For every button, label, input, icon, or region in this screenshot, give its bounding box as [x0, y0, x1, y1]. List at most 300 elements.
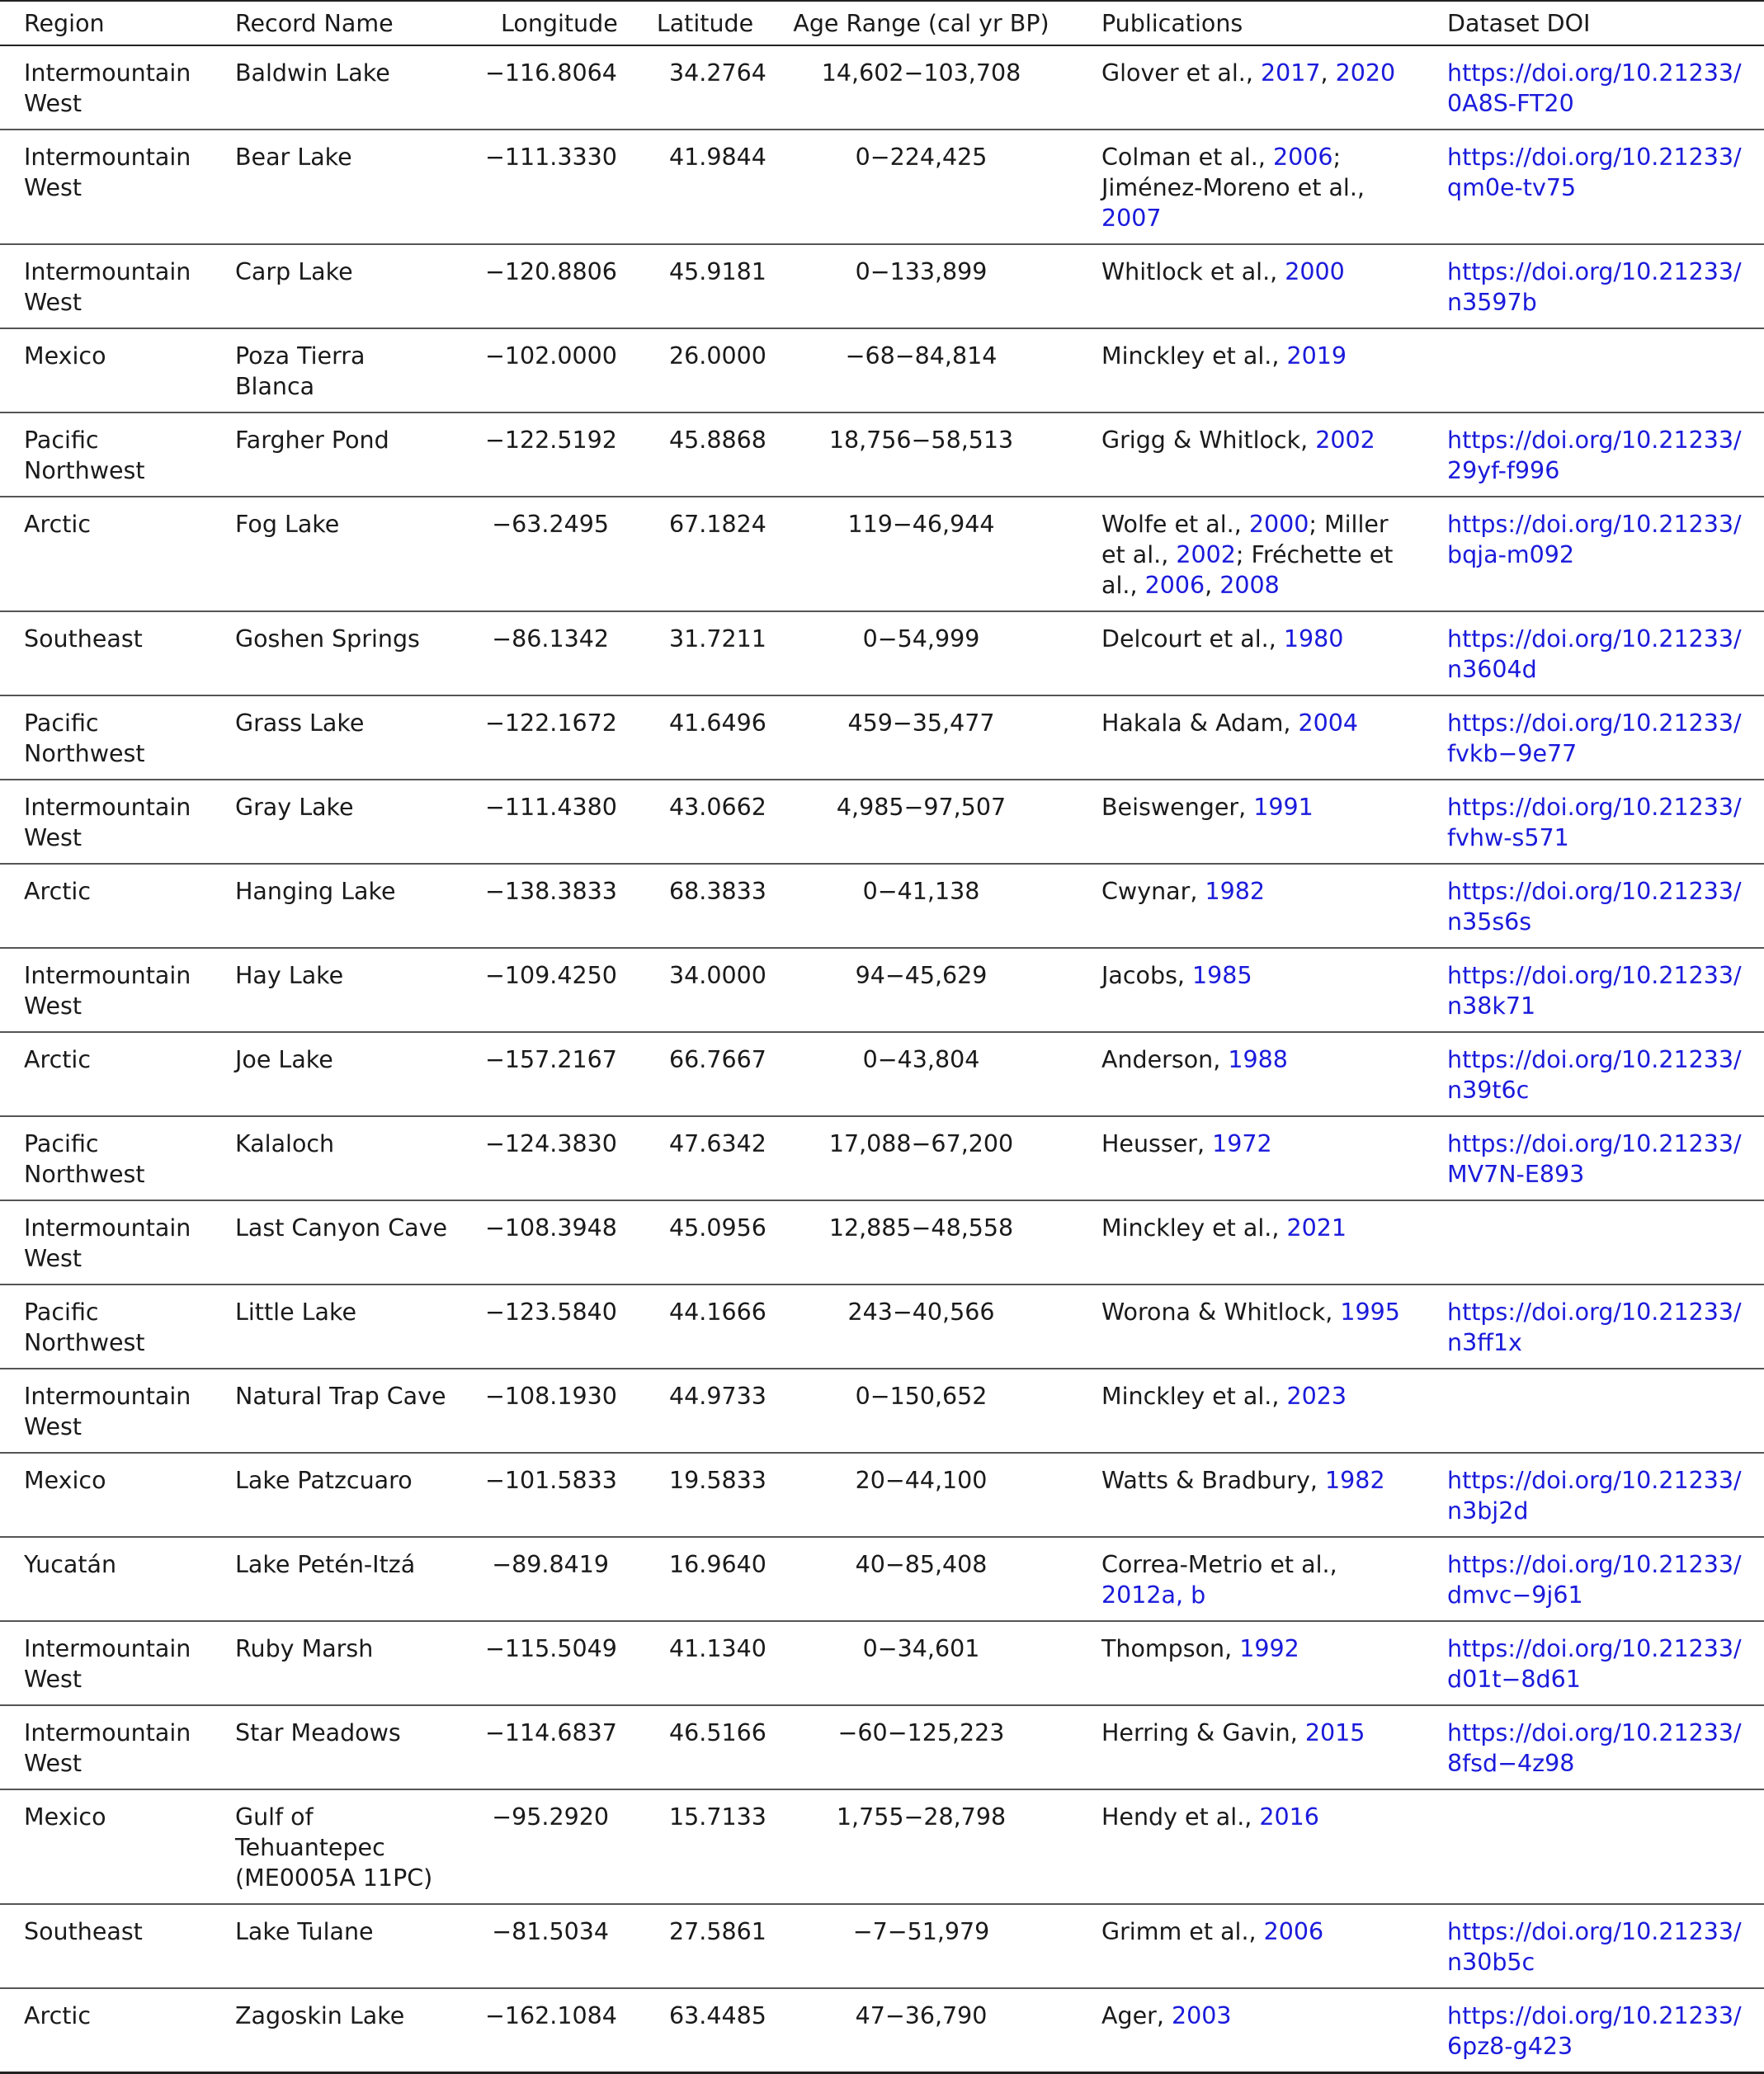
cell-age-range: 0−224,425: [765, 130, 1078, 244]
cell-latitude: 27.5861: [645, 1904, 765, 1988]
table-row: [0, 611, 1764, 695]
doi-link-part: https://doi.org/10.21233/: [1447, 709, 1742, 737]
doi-link-part: https://doi.org/10.21233/: [1447, 144, 1742, 171]
citation-text: Glover et al.,: [1101, 59, 1261, 87]
cell-latitude: 47.6342: [645, 1116, 765, 1200]
cell-publications: [1078, 864, 1423, 948]
cell-record-name: Zagoskin Lake: [211, 1988, 461, 2073]
cell-region: Intermountain West: [0, 1200, 211, 1284]
doi-link[interactable]: [1447, 59, 1742, 117]
cell-dataset-doi: [1423, 45, 1764, 130]
cell-region: Intermountain West: [0, 1705, 211, 1789]
citation-text: Jacobs,: [1101, 962, 1193, 989]
doi-link-part: https://doi.org/10.21233/: [1447, 511, 1742, 538]
cell-longitude: −114.6837: [461, 1705, 645, 1789]
cell-record-name: Hay Lake: [211, 948, 461, 1032]
cell-record-name: Goshen Springs: [211, 611, 461, 695]
doi-link-part: https://doi.org/10.21233/: [1447, 794, 1742, 821]
cell-dataset-doi: [1423, 1200, 1764, 1284]
citation-text: Worona & Whitlock,: [1101, 1299, 1341, 1326]
cell-dataset-doi: [1423, 948, 1764, 1032]
cell-record-name: Baldwin Lake: [211, 45, 461, 130]
doi-link-part: https://doi.org/10.21233/: [1447, 1719, 1742, 1746]
doi-link-part: dmvc−9j61: [1447, 1581, 1583, 1609]
table-row: [0, 1116, 1764, 1200]
table-row: [0, 1705, 1764, 1789]
cell-record-name: Little Lake: [211, 1284, 461, 1369]
citation-text: Colman et al.,: [1101, 144, 1273, 171]
cell-publications: [1078, 948, 1423, 1032]
cell-latitude: 41.9844: [645, 130, 765, 244]
cell-publications: [1078, 1284, 1423, 1369]
citation-text: Minckley et al.,: [1101, 342, 1287, 370]
doi-link-part: https://doi.org/10.21233/: [1447, 427, 1742, 454]
cell-longitude: −124.3830: [461, 1116, 645, 1200]
cell-age-range: 0−41,138: [765, 864, 1078, 948]
cell-publications: [1078, 412, 1423, 497]
doi-link[interactable]: [1447, 2002, 1742, 2060]
cell-dataset-doi: [1423, 780, 1764, 864]
doi-link-part: fvhw-s571: [1447, 824, 1569, 851]
citation-text: Minckley et al.,: [1101, 1214, 1287, 1242]
cell-publications: [1078, 45, 1423, 130]
doi-link-part: n35s6s: [1447, 908, 1532, 936]
citation-year-link[interactable]: 1991: [1253, 794, 1314, 821]
cell-dataset-doi: [1423, 497, 1764, 611]
citation-text: Hendy et al.,: [1101, 1803, 1260, 1831]
cell-dataset-doi: [1423, 328, 1764, 412]
cell-region: Yucatán: [0, 1537, 211, 1621]
cell-age-range: 0−54,999: [765, 611, 1078, 695]
cell-latitude: 41.6496: [645, 695, 765, 780]
cell-dataset-doi: [1423, 1537, 1764, 1621]
citation-year-link[interactable]: 2006: [1144, 572, 1205, 599]
citation-year-link[interactable]: 2007: [1101, 205, 1162, 232]
cell-longitude: −108.3948: [461, 1200, 645, 1284]
cell-publications: [1078, 328, 1423, 412]
header-age-range: Age Range (cal yr BP): [765, 1, 1078, 45]
doi-link-part: https://doi.org/10.21233/: [1447, 962, 1742, 989]
doi-link[interactable]: [1447, 427, 1742, 484]
cell-latitude: 46.5166: [645, 1705, 765, 1789]
citation-year-link[interactable]: 1982: [1325, 1467, 1385, 1494]
cell-dataset-doi: [1423, 695, 1764, 780]
header-region: Region: [0, 1, 211, 45]
doi-link[interactable]: [1447, 258, 1742, 316]
cell-publications: [1078, 611, 1423, 695]
citation-text: ,: [1205, 572, 1220, 599]
doi-link-part: n3bj2d: [1447, 1497, 1529, 1525]
cell-record-name: Fargher Pond: [211, 412, 461, 497]
citation-text: Herring & Gavin,: [1101, 1719, 1305, 1746]
cell-region: Pacific Northwest: [0, 1284, 211, 1369]
cell-record-name: Carp Lake: [211, 244, 461, 328]
cell-latitude: 44.9733: [645, 1369, 765, 1453]
doi-link-part: n30b5c: [1447, 1949, 1535, 1976]
cell-region: Intermountain West: [0, 45, 211, 130]
cell-longitude: −63.2495: [461, 497, 645, 611]
doi-link-part: 6pz8-g423: [1447, 2033, 1573, 2060]
table-row: [0, 1904, 1764, 1988]
cell-latitude: 45.8868: [645, 412, 765, 497]
cell-publications: [1078, 1988, 1423, 2073]
doi-link-part: d01t−8d61: [1447, 1666, 1581, 1693]
doi-link-part: fvkb−9e77: [1447, 740, 1578, 767]
citation-year-link[interactable]: 2002: [1315, 427, 1375, 454]
doi-link-part: 29yf-f996: [1447, 457, 1560, 484]
cell-longitude: −122.1672: [461, 695, 645, 780]
citation-text: ; Miller et al.,: [1101, 511, 1389, 568]
citation-text: Ager,: [1101, 2002, 1172, 2029]
table-row: [0, 1369, 1764, 1453]
cell-record-name: Lake Tulane: [211, 1904, 461, 1988]
citation-year-link[interactable]: 1972: [1212, 1130, 1272, 1157]
doi-link[interactable]: [1447, 1918, 1742, 1976]
table-row: [0, 695, 1764, 780]
citation-year-link[interactable]: 1988: [1228, 1046, 1288, 1073]
cell-publications: [1078, 1116, 1423, 1200]
cell-age-range: 0−133,899: [765, 244, 1078, 328]
citation-year-link[interactable]: 2023: [1286, 1383, 1347, 1410]
cell-latitude: 31.7211: [645, 611, 765, 695]
citation-text: Whitlock et al.,: [1101, 258, 1285, 285]
doi-link-part: n3597b: [1447, 289, 1537, 316]
cell-age-range: 47−36,790: [765, 1988, 1078, 2073]
doi-link-part: n39t6c: [1447, 1077, 1530, 1104]
cell-dataset-doi: [1423, 1032, 1764, 1116]
cell-region: Mexico: [0, 1789, 211, 1904]
cell-publications: [1078, 1789, 1423, 1904]
cell-publications: [1078, 780, 1423, 864]
cell-publications: [1078, 1032, 1423, 1116]
table-row: [0, 244, 1764, 328]
doi-link[interactable]: [1447, 144, 1742, 201]
cell-publications: [1078, 1453, 1423, 1537]
doi-link-part: https://doi.org/10.21233/: [1447, 1635, 1742, 1662]
table-row: [0, 45, 1764, 130]
cell-age-range: 0−150,652: [765, 1369, 1078, 1453]
cell-latitude: 68.3833: [645, 864, 765, 948]
doi-link-part: https://doi.org/10.21233/: [1447, 1046, 1742, 1073]
cell-age-range: −68−84,814: [765, 328, 1078, 412]
cell-age-range: 0−43,804: [765, 1032, 1078, 1116]
header-longitude: Longitude: [461, 1, 645, 45]
table-row: [0, 864, 1764, 948]
cell-latitude: 15.7133: [645, 1789, 765, 1904]
cell-region: Arctic: [0, 1032, 211, 1116]
cell-record-name: Star Meadows: [211, 1705, 461, 1789]
citation-year-link[interactable]: 1982: [1205, 878, 1265, 905]
doi-link[interactable]: [1447, 1046, 1742, 1104]
cell-latitude: 43.0662: [645, 780, 765, 864]
cell-longitude: −109.4250: [461, 948, 645, 1032]
citation-text: Grigg & Whitlock,: [1101, 427, 1316, 454]
citation-text: Cwynar,: [1101, 878, 1205, 905]
cell-latitude: 63.4485: [645, 1988, 765, 2073]
cell-record-name: Kalaloch: [211, 1116, 461, 1200]
cell-longitude: −111.4380: [461, 780, 645, 864]
cell-age-range: 94−45,629: [765, 948, 1078, 1032]
cell-age-range: 14,602−103,708: [765, 45, 1078, 130]
cell-publications: [1078, 244, 1423, 328]
cell-region: Southeast: [0, 1904, 211, 1988]
cell-longitude: −116.8064: [461, 45, 645, 130]
doi-link[interactable]: [1447, 962, 1742, 1020]
cell-latitude: 44.1666: [645, 1284, 765, 1369]
table-row: [0, 948, 1764, 1032]
cell-record-name: Grass Lake: [211, 695, 461, 780]
cell-longitude: −95.2920: [461, 1789, 645, 1904]
cell-record-name: Lake Petén-Itzá: [211, 1537, 461, 1621]
cell-dataset-doi: [1423, 1116, 1764, 1200]
citation-year-link[interactable]: 1995: [1340, 1299, 1400, 1326]
header-dataset-doi: Dataset DOI: [1423, 1, 1764, 45]
table-row: [0, 1032, 1764, 1116]
citation-text: Correa-Metrio et al.,: [1101, 1551, 1337, 1578]
doi-link[interactable]: [1447, 1635, 1742, 1693]
cell-age-range: 119−46,944: [765, 497, 1078, 611]
cell-dataset-doi: [1423, 611, 1764, 695]
header-publications: Publications: [1078, 1, 1423, 45]
cell-region: Intermountain West: [0, 780, 211, 864]
cell-publications: [1078, 1621, 1423, 1705]
cell-dataset-doi: [1423, 1705, 1764, 1789]
cell-longitude: −115.5049: [461, 1621, 645, 1705]
citation-text: ; Jiménez-Moreno et al.,: [1101, 144, 1365, 201]
cell-record-name: Hanging Lake: [211, 864, 461, 948]
doi-link-part: https://doi.org/10.21233/: [1447, 1130, 1742, 1157]
cell-record-name: Bear Lake: [211, 130, 461, 244]
cell-record-name: Ruby Marsh: [211, 1621, 461, 1705]
cell-record-name: Poza Tierra Blanca: [211, 328, 461, 412]
cell-publications: [1078, 1705, 1423, 1789]
cell-region: Pacific Northwest: [0, 695, 211, 780]
cell-publications: [1078, 1904, 1423, 1988]
doi-link-part: 8fsd−4z98: [1447, 1750, 1575, 1777]
citation-year-link[interactable]: 2021: [1286, 1214, 1347, 1242]
cell-publications: [1078, 497, 1423, 611]
doi-link-part: n3ff1x: [1447, 1329, 1522, 1356]
table-row: [0, 497, 1764, 611]
citation-text: ,: [1320, 59, 1336, 87]
cell-longitude: −102.0000: [461, 328, 645, 412]
cell-age-range: 1,755−28,798: [765, 1789, 1078, 1904]
citation-year-link[interactable]: 1985: [1192, 962, 1252, 989]
cell-age-range: −60−125,223: [765, 1705, 1078, 1789]
cell-longitude: −120.8806: [461, 244, 645, 328]
citation-year-link[interactable]: 2012a, b: [1101, 1581, 1206, 1609]
cell-record-name: Natural Trap Cave: [211, 1369, 461, 1453]
cell-dataset-doi: [1423, 864, 1764, 948]
cell-region: Intermountain West: [0, 948, 211, 1032]
cell-longitude: −101.5833: [461, 1453, 645, 1537]
header-record-name: Record Name: [211, 1, 461, 45]
doi-link-part: n3604d: [1447, 656, 1537, 683]
cell-region: Mexico: [0, 328, 211, 412]
citation-text: Anderson,: [1101, 1046, 1229, 1073]
cell-latitude: 19.5833: [645, 1453, 765, 1537]
cell-record-name: Fog Lake: [211, 497, 461, 611]
cell-longitude: −123.5840: [461, 1284, 645, 1369]
doi-link-part: https://doi.org/10.21233/: [1447, 59, 1742, 87]
citation-text: ; Fréchette et al.,: [1101, 541, 1394, 599]
doi-link[interactable]: [1447, 878, 1742, 936]
doi-link[interactable]: [1447, 794, 1742, 851]
cell-latitude: 45.9181: [645, 244, 765, 328]
cell-region: Intermountain West: [0, 1369, 211, 1453]
doi-link[interactable]: [1447, 1719, 1742, 1777]
cell-record-name: Gray Lake: [211, 780, 461, 864]
citation-year-link[interactable]: 2020: [1335, 59, 1396, 87]
cell-region: Pacific Northwest: [0, 1116, 211, 1200]
table-row: [0, 1789, 1764, 1904]
table-row: [0, 1621, 1764, 1705]
citation-text: Thompson,: [1101, 1635, 1240, 1662]
doi-link-part: https://doi.org/10.21233/: [1447, 1299, 1742, 1326]
doi-link-part: qm0e-tv75: [1447, 174, 1577, 201]
doi-link-part: MV7N-E893: [1447, 1161, 1585, 1188]
doi-link[interactable]: [1447, 1467, 1742, 1525]
table-row: [0, 1200, 1764, 1284]
citation-year-link[interactable]: 2003: [1171, 2002, 1232, 2029]
citation-year-link[interactable]: 2016: [1259, 1803, 1319, 1831]
table-row: [0, 1537, 1764, 1621]
cell-publications: [1078, 1200, 1423, 1284]
doi-link-part: https://doi.org/10.21233/: [1447, 258, 1742, 285]
cell-dataset-doi: [1423, 1904, 1764, 1988]
citation-year-link[interactable]: 2015: [1304, 1719, 1365, 1746]
citation-year-link[interactable]: 2017: [1260, 59, 1321, 87]
cell-age-range: 0−34,601: [765, 1621, 1078, 1705]
cell-latitude: 66.7667: [645, 1032, 765, 1116]
citation-text: Grimm et al.,: [1101, 1918, 1264, 1945]
cell-age-range: 459−35,477: [765, 695, 1078, 780]
table-row: [0, 1988, 1764, 2073]
cell-longitude: −138.3833: [461, 864, 645, 948]
citation-text: Heusser,: [1101, 1130, 1213, 1157]
table-row: [0, 328, 1764, 412]
citation-text: Hakala & Adam,: [1101, 709, 1299, 737]
citation-year-link[interactable]: 1992: [1239, 1635, 1299, 1662]
cell-longitude: −162.1084: [461, 1988, 645, 2073]
table-row: [0, 412, 1764, 497]
cell-dataset-doi: [1423, 130, 1764, 244]
cell-latitude: 34.0000: [645, 948, 765, 1032]
doi-link-part: 0A8S-FT20: [1447, 90, 1574, 117]
cell-longitude: −122.5192: [461, 412, 645, 497]
cell-age-range: −7−51,979: [765, 1904, 1078, 1988]
cell-region: Mexico: [0, 1453, 211, 1537]
cell-dataset-doi: [1423, 412, 1764, 497]
cell-dataset-doi: [1423, 1284, 1764, 1369]
cell-longitude: −81.5034: [461, 1904, 645, 1988]
citation-year-link[interactable]: 1980: [1283, 625, 1344, 653]
cell-region: Southeast: [0, 611, 211, 695]
doi-link[interactable]: [1447, 1551, 1742, 1609]
citation-text: Minckley et al.,: [1101, 1383, 1287, 1410]
citation-year-link[interactable]: 2008: [1219, 572, 1280, 599]
header-latitude: Latitude: [645, 1, 765, 45]
table-row: [0, 130, 1764, 244]
cell-region: Intermountain West: [0, 244, 211, 328]
cell-dataset-doi: [1423, 1453, 1764, 1537]
cell-region: Intermountain West: [0, 130, 211, 244]
cell-latitude: 41.1340: [645, 1621, 765, 1705]
cell-publications: [1078, 1537, 1423, 1621]
cell-region: Arctic: [0, 1988, 211, 2073]
cell-dataset-doi: [1423, 1789, 1764, 1904]
citation-text: Delcourt et al.,: [1101, 625, 1284, 653]
citation-year-link[interactable]: 2019: [1286, 342, 1347, 370]
cell-record-name: Joe Lake: [211, 1032, 461, 1116]
doi-link-part: bqja-m092: [1447, 541, 1575, 568]
cell-longitude: −157.2167: [461, 1032, 645, 1116]
citation-year-link[interactable]: 2004: [1298, 709, 1359, 737]
citation-year-link[interactable]: 2000: [1248, 511, 1309, 538]
cell-latitude: 67.1824: [645, 497, 765, 611]
cell-latitude: 26.0000: [645, 328, 765, 412]
cell-age-range: 20−44,100: [765, 1453, 1078, 1537]
table-row: [0, 1453, 1764, 1537]
doi-link-part: https://doi.org/10.21233/: [1447, 1467, 1742, 1494]
doi-link[interactable]: [1447, 625, 1742, 683]
doi-link-part: https://doi.org/10.21233/: [1447, 2002, 1742, 2029]
cell-region: Pacific Northwest: [0, 412, 211, 497]
citation-year-link[interactable]: 2006: [1263, 1918, 1324, 1945]
cell-age-range: 17,088−67,200: [765, 1116, 1078, 1200]
cell-age-range: 40−85,408: [765, 1537, 1078, 1621]
doi-link-part: https://doi.org/10.21233/: [1447, 878, 1742, 905]
cell-longitude: −89.8419: [461, 1537, 645, 1621]
doi-link[interactable]: [1447, 709, 1742, 767]
table-row: [0, 1284, 1764, 1369]
citation-year-link[interactable]: 2002: [1176, 541, 1236, 568]
cell-latitude: 45.0956: [645, 1200, 765, 1284]
cell-record-name: Gulf of Tehuantepec (ME0005A 11PC): [211, 1789, 461, 1904]
cell-longitude: −111.3330: [461, 130, 645, 244]
doi-link[interactable]: [1447, 1299, 1742, 1356]
cell-age-range: 243−40,566: [765, 1284, 1078, 1369]
citation-year-link[interactable]: 2006: [1272, 144, 1333, 171]
doi-link-part: https://doi.org/10.21233/: [1447, 1551, 1742, 1578]
cell-age-range: 12,885−48,558: [765, 1200, 1078, 1284]
cell-age-range: 18,756−58,513: [765, 412, 1078, 497]
cell-record-name: Lake Patzcuaro: [211, 1453, 461, 1537]
cell-longitude: −86.1342: [461, 611, 645, 695]
table-row: [0, 780, 1764, 864]
cell-publications: [1078, 130, 1423, 244]
doi-link[interactable]: [1447, 1130, 1742, 1188]
cell-latitude: 34.2764: [645, 45, 765, 130]
cell-dataset-doi: [1423, 1988, 1764, 2073]
cell-record-name: Last Canyon Cave: [211, 1200, 461, 1284]
cell-age-range: 4,985−97,507: [765, 780, 1078, 864]
cell-region: Arctic: [0, 497, 211, 611]
header-row: [0, 1, 1764, 45]
cell-publications: [1078, 695, 1423, 780]
doi-link-part: n38k71: [1447, 992, 1536, 1020]
cell-longitude: −108.1930: [461, 1369, 645, 1453]
citation-text: Beiswenger,: [1101, 794, 1254, 821]
doi-link[interactable]: [1447, 511, 1742, 568]
cell-publications: [1078, 1369, 1423, 1453]
table-body: [0, 45, 1764, 2073]
citation-text: Watts & Bradbury,: [1101, 1467, 1326, 1494]
citation-year-link[interactable]: 2000: [1285, 258, 1345, 285]
cell-dataset-doi: [1423, 244, 1764, 328]
cell-latitude: 16.9640: [645, 1537, 765, 1621]
cell-region: Intermountain West: [0, 1621, 211, 1705]
